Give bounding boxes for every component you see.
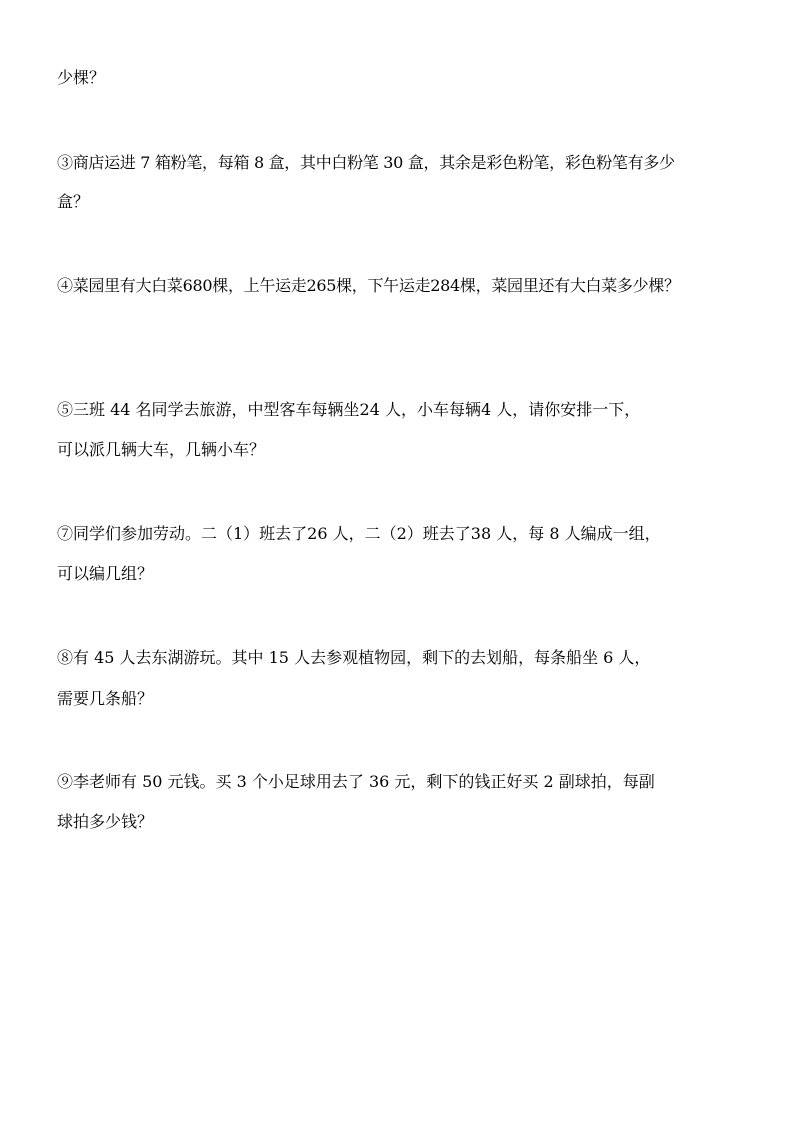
problem-8-line-2: 需要几条船？: [57, 689, 154, 708]
problem-9-line-1: ⑨李老师有 50 元钱。买 3 个小足球用去了 36 元，剩下的钱正好买 2 副球拍，每副: [57, 772, 655, 791]
problem-5-line-1: ⑤三班 44 名同学去旅游，中型客车每辆坐24 人，小车每辆4 人，请你安排一下，: [57, 400, 641, 419]
problem-8-line-1: ⑧有 45 人去东湖游玩。其中 15 人去参观植物园，剩下的去划船，每条船坐 6 人，: [57, 648, 651, 667]
problem-7-line-1: ⑦同学们参加劳动。二（1）班去了26 人，二（2）班去了38 人，每 8 人编成一组，: [57, 524, 661, 543]
problem-4-line-1: ④菜园里有大白菜680棵，上午运走265棵，下午运走284棵，菜园里还有大白菜多少棵？: [57, 276, 680, 295]
problem-2-line-2: 少棵？: [57, 68, 106, 87]
problem-3-line-2: 盒？: [57, 192, 90, 211]
problem-9-line-2: 球拍多少钱？: [57, 812, 154, 831]
problem-3-line-1: ③商店运进 7 箱粉笔，每箱 8 盒，其中白粉笔 30 盒，其余是彩色粉笔，彩色粉笔有多少: [57, 153, 675, 172]
problem-7-line-2: 可以编几组？: [57, 564, 154, 583]
problem-5-line-2: 可以派几辆大车，几辆小车？: [57, 440, 266, 459]
